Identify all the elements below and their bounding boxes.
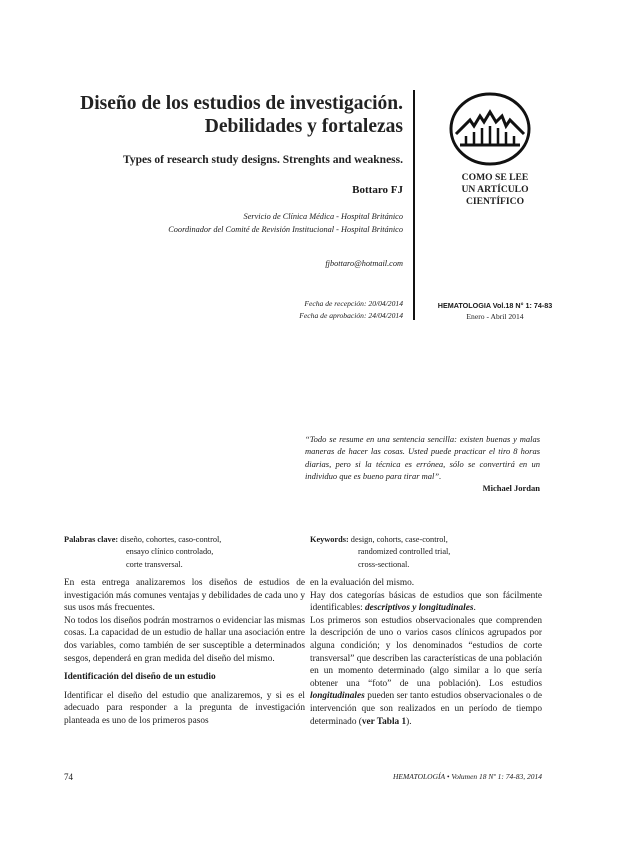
emphasis: longitudinales [310, 691, 365, 702]
journal-reference [420, 300, 570, 322]
text-run: . [473, 603, 476, 614]
keywords-english-line-2: randomized controlled trial, [358, 547, 451, 557]
table-reference: ver Tabla 1 [361, 716, 407, 727]
paragraph [310, 590, 542, 615]
affiliation-line-2: Coordinador del Comité de Revisión Institucional - Hospital Británico [168, 224, 403, 234]
paragraph [310, 615, 542, 728]
epigraph-author: Michael Jordan [482, 483, 540, 493]
keywords-spanish-line-1: diseño, cohortes, caso-control, [120, 535, 222, 544]
society-logo [448, 92, 532, 166]
section-label [420, 172, 570, 208]
section-line-2: UN ARTÍCULO [461, 184, 529, 195]
keywords-spanish-label: Palabras clave: [64, 535, 119, 544]
date-received: Fecha de recepción: 20/04/2014 [304, 299, 403, 308]
epigraph-quote: “Todo se resume en una sentencia sencilla: existen buenas y malas maneras de hacer las cosas. Usted puede practicar el tiro 8 horas diarias, pero si la técnica es errónea, sólo se convertirá en un individuo que es bueno para tirar mal”. [305, 434, 540, 481]
section-line-3: CIENTÍFICO [465, 196, 525, 207]
keywords-english-label: Keywords: [310, 535, 349, 544]
article-subtitle: Types of research study designs. Strenghts and weakness. [123, 154, 403, 166]
journal-date: Enero - Abril 2014 [466, 312, 524, 321]
text-run: ). [406, 716, 412, 727]
keywords-english-line-1: design, cohorts, case-control, [350, 535, 448, 544]
keywords-spanish-line-2: ensayo clínico controlado, [126, 547, 214, 557]
affiliation-line-1: Servicio de Clínica Médica - Hospital Británico [243, 212, 403, 221]
title-line-2: Debilidades y fortalezas [204, 116, 403, 137]
keywords-english-line-3: cross-sectional. [358, 559, 410, 569]
author-email: fjbottaro@hotmail.com [325, 259, 403, 268]
paragraph: Identificar el diseño del estudio que analizaremos, y si es el adecuado para responder a la pregunta de investigación planteada es uno de los primeros pasos [64, 690, 305, 726]
keywords-spanish [64, 534, 294, 571]
title-line-1: Diseño de los estudios de investigación. [80, 93, 403, 114]
text-run: pueden ser tanto estudios observacionales o de intervención que son realizados en un período de tiempo determinado ( [310, 691, 542, 727]
header-divider [413, 90, 415, 320]
article-title [80, 92, 403, 138]
body-column-left [64, 577, 305, 728]
section-heading: Identificación del diseño de un estudio [64, 672, 216, 683]
section-line-1: COMO SE LEE [461, 172, 529, 183]
emphasis: descriptivos y longitudinales [365, 603, 474, 614]
page-number: 74 [64, 772, 73, 782]
body-column-right [310, 577, 542, 728]
author-affiliation [168, 211, 403, 236]
journal-volume: HEMATOLOGIA Vol.18 N° 1: 74-83 [437, 301, 553, 310]
paragraph: en la evaluación del mismo. [310, 578, 415, 588]
text-run: Hay dos categorías básicas de estudios que son fácilmente identificables: [310, 590, 542, 614]
date-approved: Fecha de aprobación: 24/04/2014 [299, 311, 403, 320]
paragraph: No todos los diseños podrán mostrarnos o evidenciar las mismas cosas. La capacidad de un estudio de hallar una asociación entre dos variables, como también de ser susceptible a determinados sesgos, dependerá en gran medida del diseño del mismo. [64, 615, 305, 664]
article-dates [299, 298, 403, 322]
footer-citation: HEMATOLOGÍA • Volumen 18 Nº 1: 74-83, 2014 [393, 772, 542, 781]
keywords-english [310, 534, 540, 571]
author-name: Bottaro FJ [352, 184, 403, 196]
paragraph: En esta entrega analizaremos los diseños de estudios de investigación más comunes ventajas y debilidades de cada uno y sus usos más frecuentes. [64, 578, 305, 614]
keywords-spanish-line-3: corte transversal. [126, 559, 183, 569]
text-run: Los primeros son estudios observacionales que comprenden la descripción de uno o varios casos clínicos agrupados por alguna condición; y los denominados “estudios de corte transversal” que describen las características de una población en un momento determinado (algo similar a lo que sería obtener una “foto” de una población). Los estudios [310, 615, 542, 689]
